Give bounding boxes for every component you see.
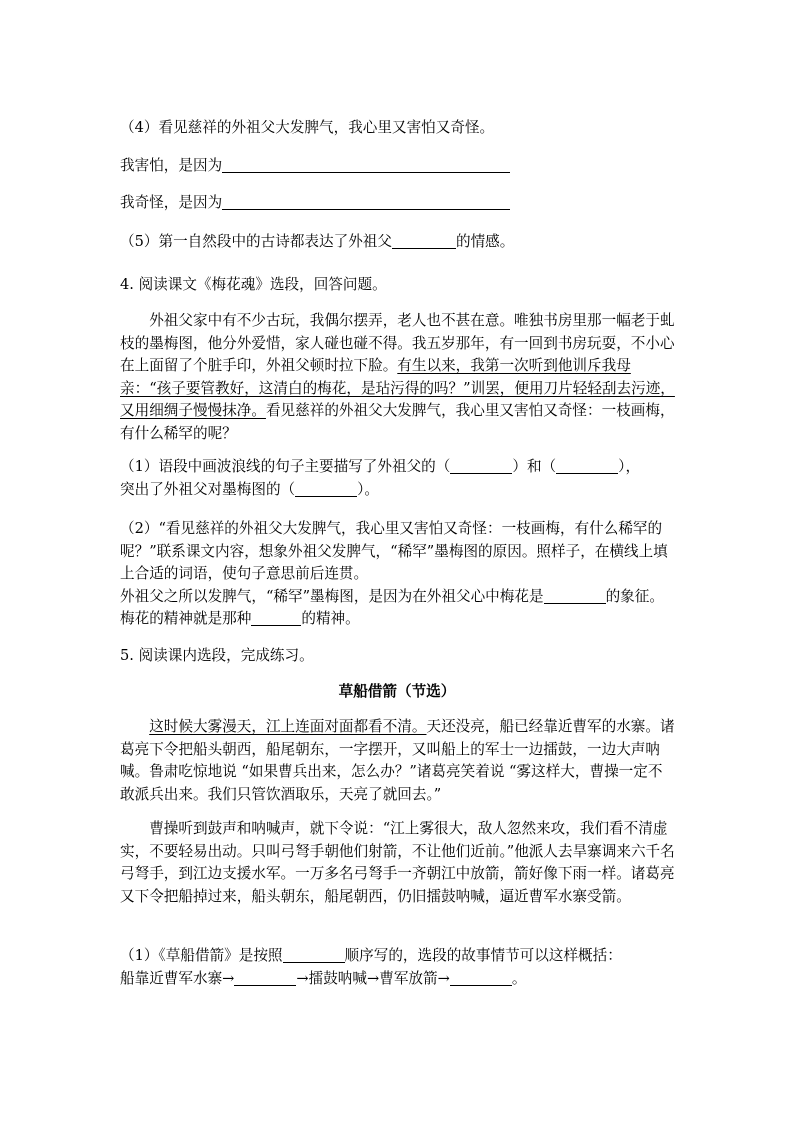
q3-afraid-line (120, 156, 510, 176)
q4-passage (120, 310, 676, 446)
q5-p1-text: 天还没亮，船已经靠近曹军的水寨。诸葛亮下令把船头朝西，船尾朝东，一字摆开，又叫船上的军士一边擂鼓，一边大声呐喊。鲁肃吃惊地说 “如果曹兵出来，怎么办？”诸葛亮笑着说 “雾这样大，曹操一定不敢派兵出来。我们只管饮酒取乐，天亮了就回去。” (120, 718, 675, 803)
q4-item2-text-c: 的象征。梅花的精神就是那种 (120, 587, 664, 628)
q3-afraid-label: 我害怕，是因为 (120, 157, 223, 174)
q3-afraid-blank[interactable] (222, 156, 510, 173)
q5-item1 (120, 945, 676, 990)
q3-item5-text-a: （5）第一自然段中的古诗都表达了外祖父 (120, 233, 392, 250)
q3-item4: （4）看见慈祥的外祖父大发脾气，我心里又害怕又奇怪。 (120, 119, 495, 136)
q5-item1-text-a: （1）《草船借箭》是按照 (120, 947, 283, 964)
q3-strange-blank[interactable] (222, 193, 510, 210)
q5-item1-text-b: 顺序写的，选段的故事情节可以这样概括： (344, 947, 622, 964)
q4-item2-blank1[interactable] (544, 587, 606, 604)
q3-item5-blank[interactable] (392, 232, 456, 249)
q5-passage-p1 (120, 716, 676, 806)
q5-item1-blank3[interactable] (450, 969, 512, 986)
q4-passage-a: 外祖父家中有不少古玩，我偶尔摆弄，老人也不甚在意。唯独书房里那一幅老于虬枝的墨梅图，他分外爱惜，家人碰也碰不得。我五岁那年，有一回到书房玩耍，不小心在上面留了个脏手印，外祖父顿时拉下脸。 (120, 312, 675, 375)
q5-p1-underlined: 这时候大雾漫天，江上连面对面都看不清。 (149, 718, 427, 735)
q4-item2-text-a: （2）“看见慈祥的外祖父大发脾气，我心里又害怕又奇怪：一枝画梅，有什么稀罕的呢？”联系课文内容，想象外祖父发脾气，“稀罕”墨梅图的原因。照样子，在横线上填上合适的词语，使句子意思前后连贯。 (120, 520, 668, 583)
q4-item1-text-e: ）。 (357, 480, 380, 498)
q5-item1-text-c: 船靠近曹军水寨→ (120, 969, 235, 987)
q5-item1-text-e: 。 (511, 969, 527, 987)
q4-item2 (120, 518, 676, 631)
q4-item1-text-b: ）和（ (512, 458, 557, 475)
q4-item1-blank3[interactable] (295, 480, 357, 497)
q5-item1-text-d: →擂鼓呐喊→曹军放箭→ (296, 969, 450, 987)
q5-heading: 5. 阅读课内选段，完成练习。 (120, 647, 314, 664)
q5-item1-blank2[interactable] (234, 969, 296, 986)
q3-strange-label: 我奇怪，是因为 (120, 194, 223, 211)
q4-item1-text-d: 突出了外祖父对墨梅图的（ (120, 480, 296, 498)
q4-item2-text-d: 的精神。 (301, 610, 360, 628)
q4-item1-blank1[interactable] (450, 457, 512, 474)
q4-item1-text-c: ）， (618, 458, 641, 475)
q3-item5-text-b: 的情感。 (455, 233, 515, 250)
q4-item1-text-a: （1）语段中画波浪线的句子主要描写了外祖父的（ (120, 458, 451, 475)
q5-passage-title: 草船借箭（节选） (338, 683, 456, 700)
q4-item1-blank2[interactable] (556, 457, 618, 474)
q4-passage-underlined: 有生以来，我第一次听到他训斥我母亲：“孩子要管教好，这清白的梅花，是玷污得的吗？”训罢，便用刀片轻轻刮去污迹，又用细绸子慢慢抹净。 (120, 357, 675, 420)
q5-item1-blank1[interactable] (283, 946, 345, 963)
q5-passage-p2: 曹操听到鼓声和呐喊声，就下令说：“江上雾很大，敌人忽然来攻，我们看不清虚实，不要轻易出动。只叫弓弩手朝他们射箭，不让他们近前。”他派人去旱寨调来六千名弓弩手，到江边支援水军。一万多名弓弩手一齐朝江中放箭，箭好像下雨一样。诸葛亮又下令把船掉过来，船头朝东，船尾朝西，仍旧擂鼓呐喊，逼近曹军水寨受箭。 (120, 820, 675, 905)
q4-heading: 4. 阅读课文《梅花魂》选段，回答问题。 (120, 276, 387, 293)
q3-item5 (120, 232, 514, 252)
q4-item2-text-b: 外祖父之所以发脾气，“稀罕”墨梅图，是因为在外祖父心中梅花是 (120, 587, 544, 605)
q3-strange-line (120, 193, 510, 213)
q4-passage-b: 看见慈祥的外祖父大发脾气，我心里又害怕又奇怪：一枝画梅，有什么稀罕的呢？ (120, 402, 675, 442)
q4-item2-blank2[interactable] (251, 609, 301, 626)
q4-item1 (120, 456, 676, 501)
